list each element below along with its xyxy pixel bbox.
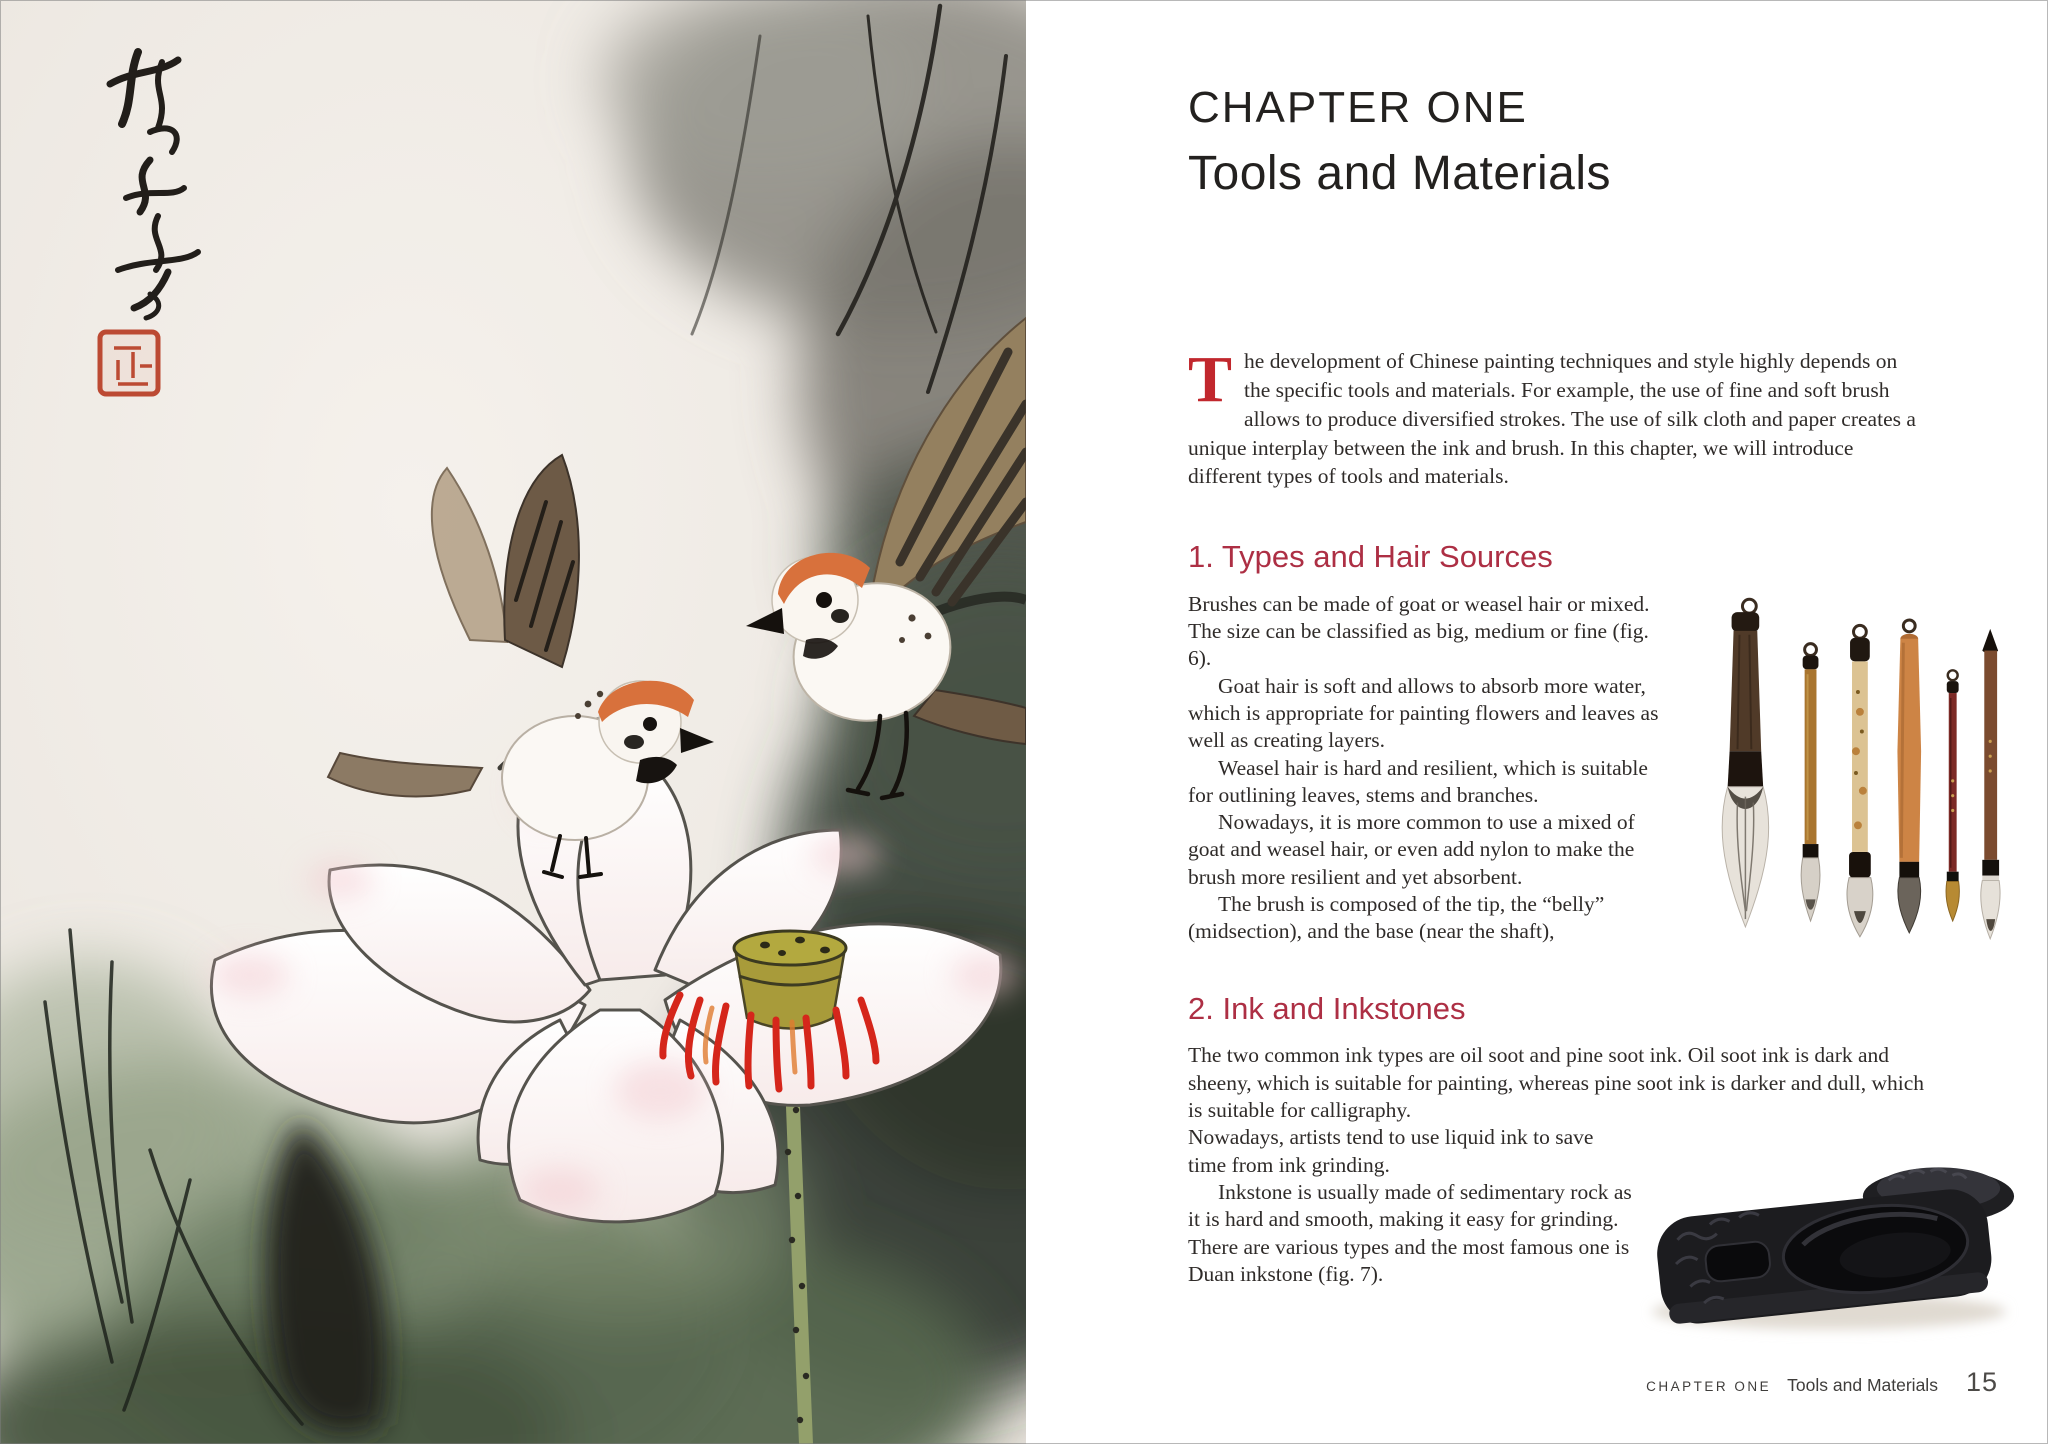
- brush-orange: [1897, 620, 1921, 933]
- section1-paragraph: The brush is composed of the tip, the “belly” (midsection), and the base (near the shaft),: [1188, 892, 1605, 944]
- section1-paragraph: Nowadays, it is more common to use a mixed of goat and weasel hair, or even add nylon to make the brush more resilient and yet absorbent.: [1188, 810, 1635, 889]
- section2-heading: 2. Ink and Inkstones: [1188, 990, 1466, 1026]
- chapter-header: [1188, 84, 2028, 201]
- section2-paragraph: The two common ink types are oil soot and pine soot ink. Oil soot ink is dark and sheeny, which is suitable for painting, whereas pine soot ink is darker and dull, which is suitable for calligraphy.: [1188, 1043, 1925, 1123]
- artist-seal: [100, 332, 158, 394]
- footer-chapter: CHAPTER ONE: [1646, 1379, 1772, 1394]
- chapter-title: Tools and Materials: [1188, 147, 1612, 201]
- section1-text: [1188, 591, 1674, 946]
- inkstone-figure: [1640, 1142, 2028, 1344]
- chapter-kicker: CHAPTER ONE: [1188, 83, 1528, 132]
- section-types-and-hair-sources: [1188, 539, 2028, 949]
- page-footer: [1646, 1367, 1998, 1398]
- intro-paragraph: [1188, 343, 1924, 491]
- inkstone-photo: [1640, 1142, 2028, 1344]
- section2-paragraph: Nowadays, artists tend to use liquid ink to save time from ink grinding.: [1188, 1125, 1594, 1177]
- section1-paragraph: Weasel hair is hard and resilient, which is suitable for outlining leaves, stems and branches.: [1188, 755, 1648, 807]
- intro-text: he development of Chinese painting techniques and style highly depends on the specific tools and materials. For example, the use of fine and soft brush allows to produce diversified strokes. The use of silk cloth and paper creates a unique interplay between the ink and brush. In this chapter, we will introduce different types of tools and materials.: [1188, 349, 1916, 489]
- section2-text: [1188, 1124, 1634, 1288]
- dropcap-letter: T: [1188, 343, 1233, 417]
- section1-paragraph: Goat hair is soft and allows to absorb more water, which is appropriate for painting flowers and leaves as well as creating layers.: [1188, 673, 1659, 753]
- brushes-figure: [1700, 593, 2006, 949]
- section1-paragraph: Brushes can be made of goat or weasel hair or mixed. The size can be classified as big, medium or fine (fig. 6).: [1188, 591, 1650, 671]
- page-number: 15: [1965, 1367, 1998, 1397]
- section2-paragraph: Inkstone is usually made of sedimentary rock as it is hard and smooth, making it easy for grinding. There are various types and the most famous one is Duan inkstone (fig. 7).: [1188, 1179, 1632, 1286]
- footer-title: Tools and Materials: [1787, 1375, 1938, 1395]
- section1-heading: 1. Types and Hair Sources: [1188, 539, 1553, 575]
- right-page: [1026, 0, 2048, 1444]
- section-ink-and-inkstones: [1188, 991, 2028, 1345]
- brushes-photo: [1700, 593, 2006, 949]
